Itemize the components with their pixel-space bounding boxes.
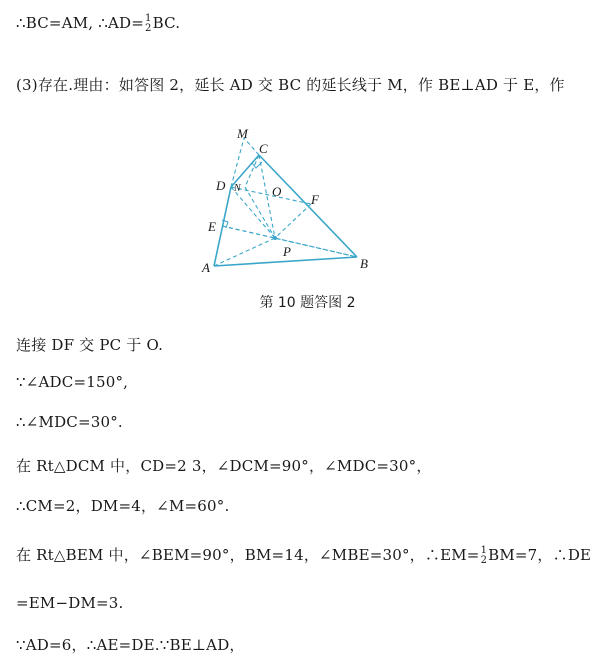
segment-FP	[275, 204, 311, 238]
fraction-numerator: 1	[480, 545, 488, 556]
label-B: B	[360, 256, 368, 271]
text-line-8	[16, 544, 591, 566]
text-line-6: 在 Rt△DCM 中，CD=2 3，∠DCM=90°，∠MDC=30°，	[16, 457, 432, 475]
segment-EP	[222, 226, 275, 238]
fraction-numerator: 1	[145, 13, 152, 24]
label-M: M	[237, 126, 248, 141]
fraction-denominator: 2	[145, 23, 152, 34]
label-F: F	[311, 192, 319, 207]
label-A: A	[202, 260, 210, 275]
text-line-1-part-a: ∴BC=AM, ∴AD=	[16, 14, 144, 32]
segment-CN	[245, 155, 259, 187]
point-P-dot	[273, 236, 277, 240]
text-line-8-part-b: BM=7，∴DE	[488, 546, 592, 564]
segment-AP	[214, 238, 275, 266]
label-E: E	[208, 219, 216, 234]
text-line-5: ∴∠MDC=30°.	[16, 413, 123, 431]
text-line-7: ∴CM=2，DM=4，∠M=60°.	[16, 497, 230, 515]
fraction-denominator: 2	[480, 555, 488, 566]
label-C: C	[259, 141, 268, 156]
text-line-9: =EM−DM=3.	[16, 594, 124, 612]
fraction-half	[481, 546, 488, 566]
label-N: N	[234, 183, 241, 194]
segment-CB	[259, 155, 357, 257]
figure-caption: 第 10 题答图 2	[259, 295, 356, 311]
text-line-2: (3)存在.理由：如答图 2，延长 AD 交 BC 的延长线于 M，作 BE⊥AD 于 E，作	[16, 76, 565, 94]
text-line-10: ∵AD=6，∴AE=DE.∵BE⊥AD，	[16, 636, 245, 654]
text-line-4: ∵∠ADC=150°,	[16, 373, 129, 391]
label-P: P	[283, 244, 291, 259]
text-line-1-part-b: BC.	[152, 14, 181, 32]
label-O: O	[272, 184, 282, 199]
text-line-3: 连接 DF 交 PC 于 O.	[16, 336, 164, 354]
text-line-8-part-a: 在 Rt△BEM 中，∠BEM=90°，BM=14，∠MBE=30°，∴EM=	[16, 546, 480, 564]
label-D: D	[216, 178, 226, 193]
